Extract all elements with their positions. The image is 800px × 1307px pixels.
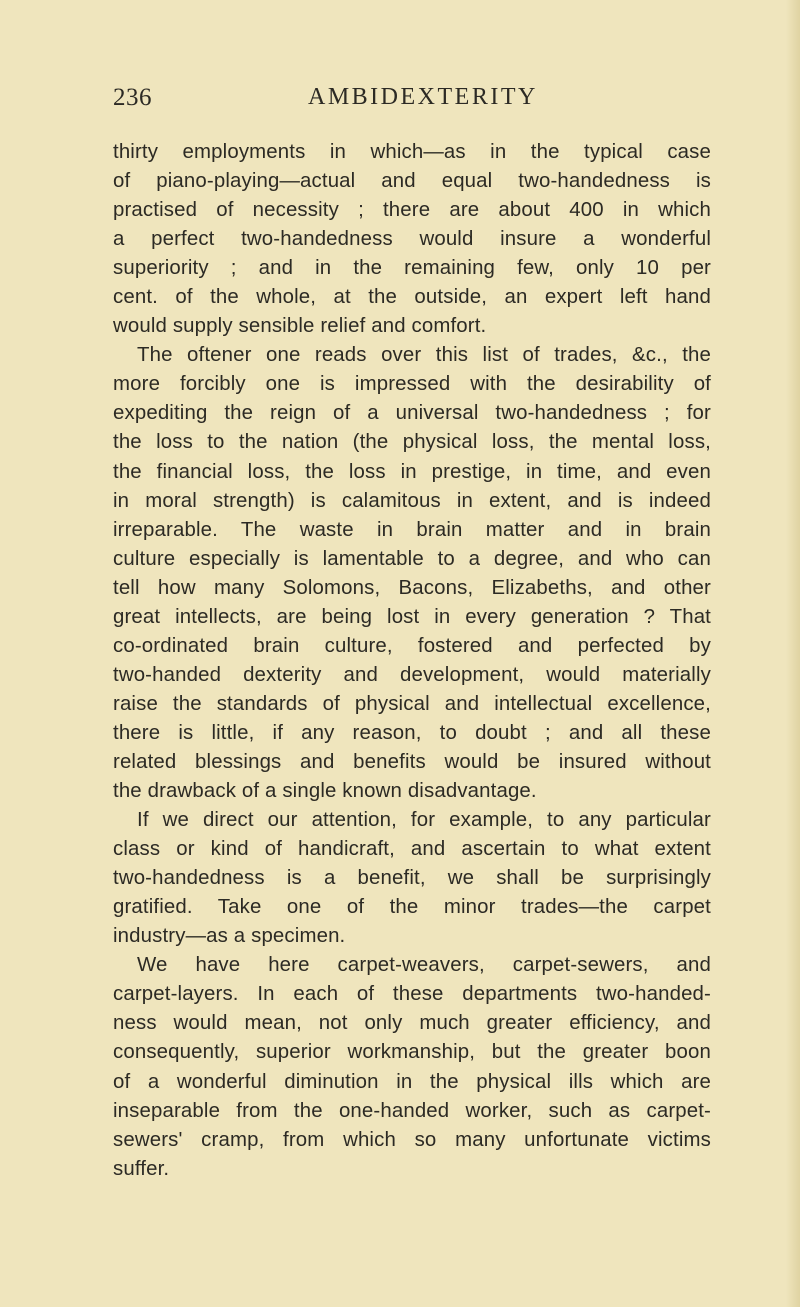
paragraph [113, 341, 711, 806]
text-line: suffer. [113, 1157, 170, 1180]
text-line: cent. of the whole, at the outside, an expert left hand [113, 286, 711, 309]
text-line: two-handed dexterity and development, would materially [113, 663, 711, 686]
text-line: practised of necessity ; there are about 400 in which [113, 199, 711, 222]
text-line: there is little, if any reason, to doubt ; and all these [113, 721, 711, 744]
text-line: carpet-layers. In each of these departments two-handed- [113, 983, 711, 1006]
text-line: culture especially is lamentable to a degree, and who can [113, 547, 711, 570]
text-line: the loss to the nation (the physical loss, the mental loss, [113, 431, 711, 454]
page-edge-shadow [786, 0, 800, 1307]
text-line: would supply sensible relief and comfort. [113, 315, 487, 338]
text-line: raise the standards of physical and intellectual excellence, [113, 692, 711, 715]
text-line: a perfect two-handedness would insure a wonderful [113, 228, 711, 251]
text-line: great intellects, are being lost in every generation ? That [113, 605, 711, 628]
text-line: of a wonderful diminution in the physical ills which are [113, 1070, 711, 1093]
text-line: related blessings and benefits would be insured without [113, 750, 711, 773]
text-line: of piano-playing—actual and equal two-handedness is [113, 170, 711, 193]
text-line: thirty employments in which—as in the typical case [113, 141, 711, 163]
text-line: more forcibly one is impressed with the desirability of [113, 373, 711, 396]
text-line: gratified. Take one of the minor trades—the carpet [113, 896, 711, 919]
paragraph [113, 138, 711, 341]
text-line: consequently, superior workmanship, but the greater boon [113, 1041, 711, 1064]
body-text [113, 138, 711, 1184]
text-line: class or kind of handicraft, and ascertain to what extent [113, 838, 711, 861]
text-line: The oftener one reads over this list of trades, &c., the [137, 344, 711, 367]
text-line: the drawback of a single known disadvantage. [113, 780, 537, 803]
text-line: the financial loss, the loss in prestige, in time, and even [113, 460, 711, 483]
page-number: 236 [113, 84, 152, 111]
paragraph [113, 806, 711, 951]
paragraph [113, 951, 711, 1183]
text-line: tell how many Solomons, Bacons, Elizabeths, and other [113, 576, 711, 599]
text-line: expediting the reign of a universal two-handedness ; for [113, 402, 711, 425]
text-line: industry—as a specimen. [113, 925, 346, 948]
text-line: sewers' cramp, from which so many unfortunate victims [113, 1128, 711, 1151]
text-line: in moral strength) is calamitous in extent, and is indeed [113, 489, 711, 512]
text-line: ness would mean, not only much greater efficiency, and [113, 1012, 711, 1035]
text-line: inseparable from the one-handed worker, such as carpet- [113, 1099, 711, 1122]
running-head: AMBIDEXTERITY [308, 84, 538, 110]
text-line: We have here carpet-weavers, carpet-sewers, and [137, 954, 711, 977]
page-header [113, 84, 693, 120]
text-line: irreparable. The waste in brain matter and in brain [113, 518, 711, 541]
text-line: co-ordinated brain culture, fostered and perfected by [113, 634, 711, 657]
text-line: two-handedness is a benefit, we shall be surprisingly [113, 867, 711, 890]
text-line: superiority ; and in the remaining few, only 10 per [113, 257, 711, 280]
text-line: If we direct our attention, for example, to any particular [137, 809, 711, 832]
